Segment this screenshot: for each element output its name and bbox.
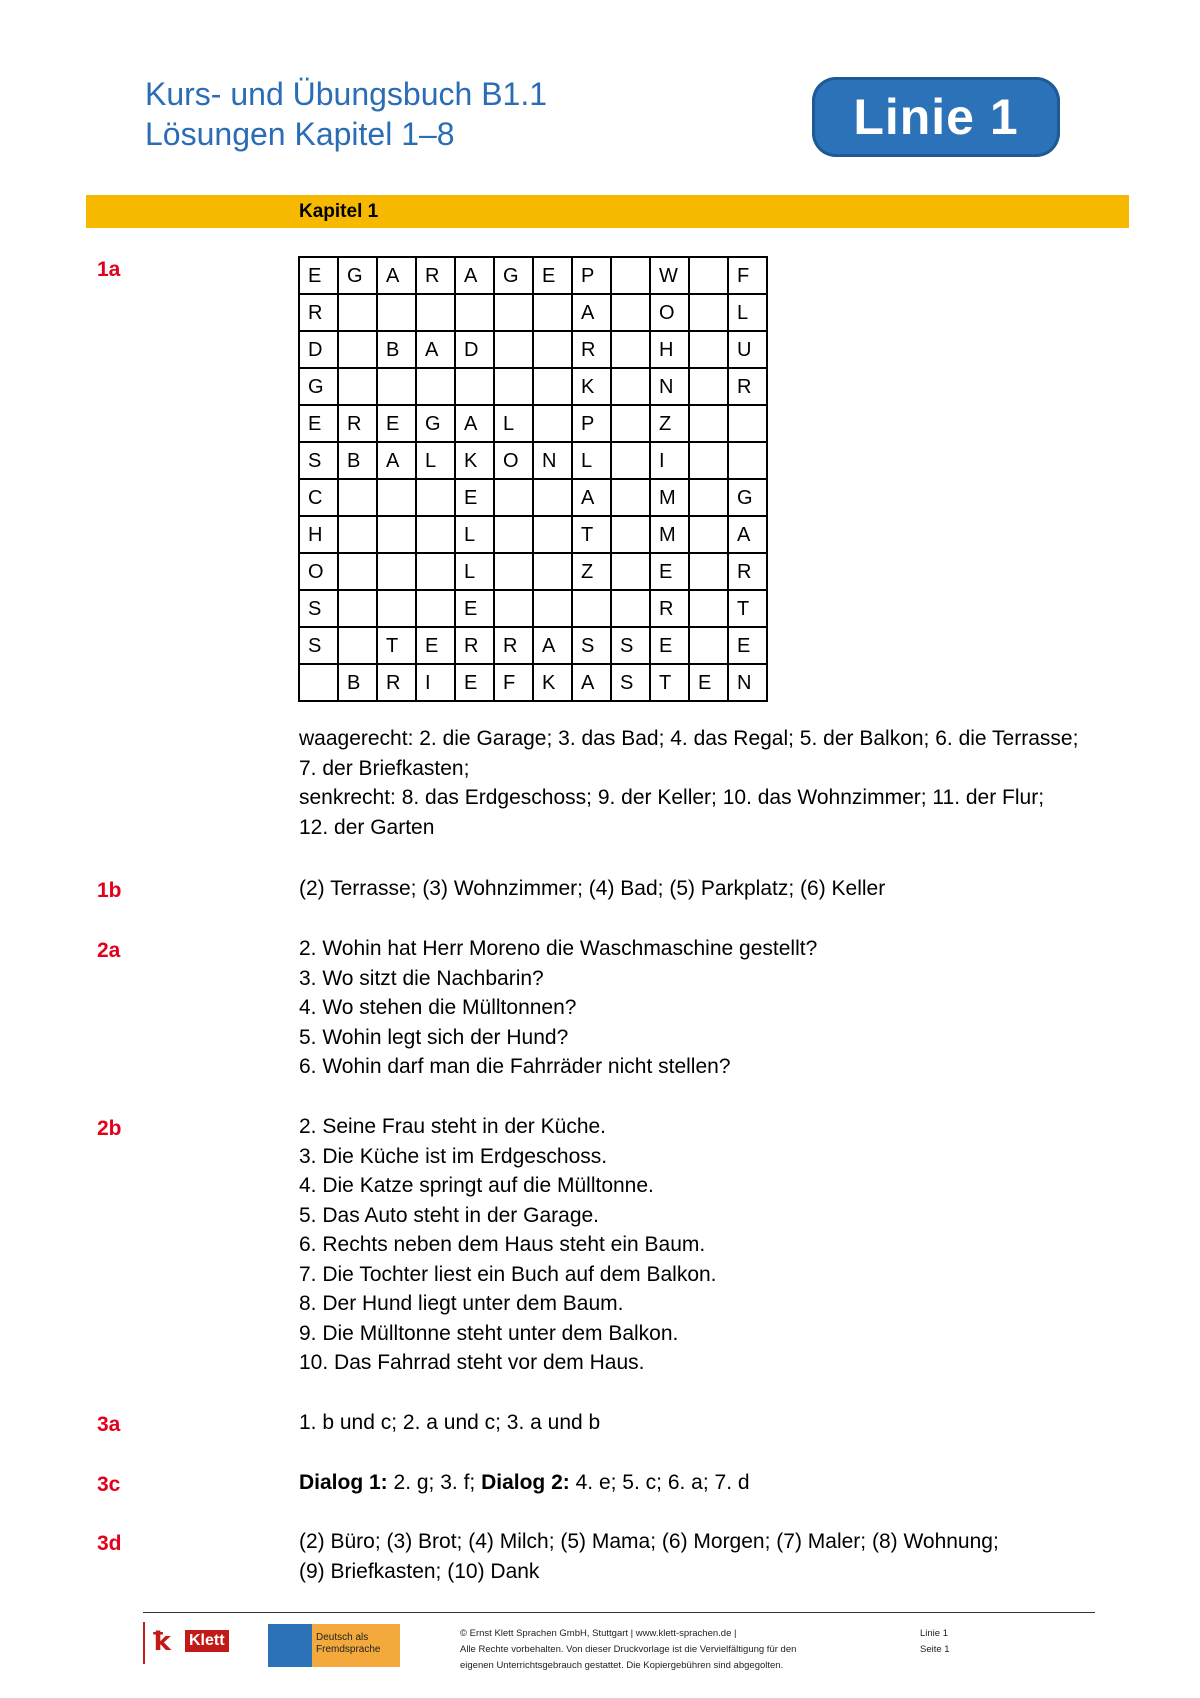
grid-cell: A — [728, 516, 767, 553]
grid-cell: E — [416, 627, 455, 664]
grid-cell — [611, 479, 650, 516]
grid-cell: N — [728, 664, 767, 701]
grid-cell — [689, 479, 728, 516]
grid-cell — [611, 294, 650, 331]
grid-cell — [416, 516, 455, 553]
grid-cell — [377, 553, 416, 590]
grid-row — [299, 664, 767, 701]
grid-cell: N — [533, 442, 572, 479]
answers-3a — [299, 1408, 1129, 1438]
grid-cell: S — [299, 627, 338, 664]
grid-cell: R — [338, 405, 377, 442]
dialog-1-label: Dialog 1: — [299, 1471, 388, 1494]
grid-cell: L — [455, 553, 494, 590]
grid-cell: F — [494, 664, 533, 701]
klett-logo — [143, 1622, 230, 1664]
grid-cell: E — [299, 405, 338, 442]
grid-cell — [377, 294, 416, 331]
grid-cell: T — [572, 516, 611, 553]
answer-line: 3. Die Küche ist im Erdgeschoss. — [299, 1144, 608, 1168]
label-2a: 2a — [97, 939, 121, 962]
answer-line: 12. der Garten — [299, 815, 435, 839]
answer-line: (2) Büro; (3) Brot; (4) Milch; (5) Mama; (6) Morgen; (7) Maler; (8) Wohnung; — [299, 1530, 999, 1553]
grid-cell: H — [650, 331, 689, 368]
grid-cell — [572, 590, 611, 627]
grid-cell: L — [455, 516, 494, 553]
label-1b: 1b — [97, 879, 122, 902]
document-subtitle: Lösungen Kapitel 1–8 — [145, 116, 455, 152]
grid-row — [299, 294, 767, 331]
grid-cell — [494, 331, 533, 368]
grid-cell: R — [416, 257, 455, 294]
grid-cell: L — [494, 405, 533, 442]
grid-cell: U — [728, 331, 767, 368]
grid-cell: E — [455, 590, 494, 627]
answer-line: 7. der Briefkasten; — [299, 756, 470, 780]
grid-cell: P — [572, 405, 611, 442]
grid-cell: L — [572, 442, 611, 479]
grid-cell — [494, 479, 533, 516]
copyright-line: Alle Rechte vorbehalten. Von dieser Druckvorlage ist die Vervielfältigung für den — [460, 1644, 797, 1655]
grid-cell: L — [416, 442, 455, 479]
grid-cell — [689, 257, 728, 294]
grid-cell — [494, 516, 533, 553]
grid-cell: K — [533, 664, 572, 701]
grid-cell — [338, 516, 377, 553]
grid-cell: E — [650, 553, 689, 590]
grid-cell: O — [494, 442, 533, 479]
grid-cell — [338, 331, 377, 368]
grid-cell: K — [455, 442, 494, 479]
grid-cell: S — [611, 664, 650, 701]
answer-line: 4. Wo stehen die Mülltonnen? — [299, 996, 577, 1019]
grid-cell: Z — [572, 553, 611, 590]
grid-cell: A — [377, 257, 416, 294]
copyright-line: eigenen Unterrichtsgebrauch gestattet. Die Kopiergebühren sind abgegolten. — [460, 1660, 784, 1671]
grid-cell — [728, 405, 767, 442]
label-3c: 3c — [97, 1473, 121, 1496]
grid-cell: R — [650, 590, 689, 627]
grid-cell — [377, 368, 416, 405]
grid-cell: A — [416, 331, 455, 368]
grid-cell: S — [299, 442, 338, 479]
answer-line: 7. Die Tochter liest ein Buch auf dem Balkon. — [299, 1262, 717, 1286]
answer-line: senkrecht: 8. das Erdgeschoss; 9. der Keller; 10. das Wohnzimmer; 11. der Flur; — [299, 786, 1045, 809]
grid-cell: E — [533, 257, 572, 294]
grid-cell — [494, 368, 533, 405]
page-number: Seite 1 — [920, 1644, 950, 1655]
answer-line: waagerecht: 2. die Garage; 3. das Bad; 4. das Regal; 5. der Balkon; 6. die Terrasse; — [299, 727, 1079, 750]
grid-cell: S — [572, 627, 611, 664]
grid-cell — [611, 442, 650, 479]
document-title: Kurs- und Übungsbuch B1.1 — [145, 76, 548, 112]
grid-cell — [533, 331, 572, 368]
answers-1b — [299, 874, 1129, 904]
grid-row — [299, 257, 767, 294]
grid-row — [299, 516, 767, 553]
grid-row — [299, 405, 767, 442]
grid-row — [299, 479, 767, 516]
grid-cell — [611, 553, 650, 590]
answer-line — [299, 1468, 1129, 1498]
grid-cell: N — [650, 368, 689, 405]
grid-cell: G — [728, 479, 767, 516]
grid-cell: A — [455, 257, 494, 294]
klett-symbol-icon: ꝁ — [153, 1626, 171, 1656]
grid-cell — [611, 368, 650, 405]
grid-cell — [611, 516, 650, 553]
answer-line: 9. Die Mülltonne steht unter dem Balkon. — [299, 1321, 679, 1345]
grid-cell: R — [572, 331, 611, 368]
grid-cell: Z — [650, 405, 689, 442]
label-2b: 2b — [97, 1117, 122, 1140]
grid-cell: R — [494, 627, 533, 664]
answers-3d — [299, 1527, 1129, 1586]
grid-cell — [689, 294, 728, 331]
grid-cell: G — [494, 257, 533, 294]
grid-cell — [416, 479, 455, 516]
grid-cell: A — [377, 442, 416, 479]
grid-cell: R — [299, 294, 338, 331]
grid-row — [299, 331, 767, 368]
grid-cell: R — [377, 664, 416, 701]
page-info — [920, 1626, 950, 1658]
grid-cell — [689, 590, 728, 627]
answer-line: (2) Terrasse; (3) Wohnzimmer; (4) Bad; (5) Parkplatz; (6) Keller — [299, 877, 886, 900]
grid-cell — [455, 294, 494, 331]
grid-cell — [494, 590, 533, 627]
grid-cell: D — [299, 331, 338, 368]
label-3a: 3a — [97, 1413, 121, 1436]
grid-cell: L — [728, 294, 767, 331]
grid-cell — [533, 294, 572, 331]
grid-cell: E — [728, 627, 767, 664]
answer-line: 2. Wohin hat Herr Moreno die Waschmaschine gestellt? — [299, 937, 818, 960]
grid-cell: A — [572, 664, 611, 701]
grid-cell — [338, 294, 377, 331]
answer-line: 1. b und c; 2. a und c; 3. a und b — [299, 1411, 601, 1434]
grid-cell: E — [455, 479, 494, 516]
grid-cell: E — [689, 664, 728, 701]
answer-line: 3. Wo sitzt die Nachbarin? — [299, 966, 544, 990]
grid-cell: I — [650, 442, 689, 479]
grid-cell — [377, 590, 416, 627]
chapter-bar — [86, 195, 1129, 228]
grid-cell: E — [650, 627, 689, 664]
grid-cell: A — [533, 627, 572, 664]
dialog-2-label: Dialog 2: — [481, 1471, 570, 1494]
daf-logo — [268, 1624, 400, 1667]
grid-cell — [533, 368, 572, 405]
grid-cell — [416, 368, 455, 405]
grid-cell: R — [728, 553, 767, 590]
grid-cell: G — [299, 368, 338, 405]
grid-cell: I — [416, 664, 455, 701]
grid-cell — [494, 294, 533, 331]
grid-cell: D — [455, 331, 494, 368]
daf-logo-square — [268, 1624, 312, 1667]
grid-cell — [533, 590, 572, 627]
grid-cell: C — [299, 479, 338, 516]
grid-row — [299, 368, 767, 405]
grid-cell — [377, 479, 416, 516]
grid-cell: B — [338, 664, 377, 701]
grid-cell: R — [455, 627, 494, 664]
grid-cell — [689, 331, 728, 368]
daf-logo-text: Deutsch als Fremdsprache — [312, 1624, 400, 1667]
grid-cell — [611, 257, 650, 294]
grid-cell: A — [572, 294, 611, 331]
grid-cell: W — [650, 257, 689, 294]
grid-cell: A — [455, 405, 494, 442]
grid-cell — [338, 627, 377, 664]
grid-cell — [338, 590, 377, 627]
grid-cell — [416, 590, 455, 627]
grid-cell: G — [416, 405, 455, 442]
klett-wordmark: Klett — [185, 1630, 229, 1652]
grid-cell: S — [299, 590, 338, 627]
grid-cell: P — [572, 257, 611, 294]
grid-cell — [689, 627, 728, 664]
answer-line: 8. Der Hund liegt unter dem Baum. — [299, 1292, 624, 1315]
grid-cell — [494, 553, 533, 590]
label-3d: 3d — [97, 1532, 122, 1555]
grid-cell: M — [650, 516, 689, 553]
grid-cell — [689, 516, 728, 553]
grid-cell — [377, 516, 416, 553]
grid-cell — [455, 368, 494, 405]
grid-cell: K — [572, 368, 611, 405]
grid-cell: R — [728, 368, 767, 405]
grid-cell — [338, 368, 377, 405]
grid-cell: T — [650, 664, 689, 701]
copyright-line: © Ernst Klett Sprachen GmbH, Stuttgart | www.klett-sprachen.de | — [460, 1628, 737, 1639]
answer-line: 2. Seine Frau steht in der Küche. — [299, 1115, 607, 1138]
grid-cell: S — [611, 627, 650, 664]
answer-line: 4. Die Katze springt auf die Mülltonne. — [299, 1174, 654, 1197]
grid-cell: O — [299, 553, 338, 590]
answers-3c — [299, 1468, 1129, 1498]
grid-cell: F — [728, 257, 767, 294]
grid-cell — [533, 479, 572, 516]
grid-row — [299, 627, 767, 664]
grid-cell — [533, 405, 572, 442]
linie-1-logo: Linie 1 — [812, 77, 1060, 157]
grid-cell — [533, 553, 572, 590]
grid-cell — [416, 553, 455, 590]
grid-row — [299, 590, 767, 627]
answers-2b — [299, 1112, 1129, 1378]
grid-cell — [689, 553, 728, 590]
grid-cell — [611, 331, 650, 368]
grid-cell — [689, 442, 728, 479]
answers-1a — [299, 724, 1129, 842]
footer-divider — [143, 1612, 1095, 1613]
grid-cell: T — [728, 590, 767, 627]
grid-cell: B — [338, 442, 377, 479]
grid-row — [299, 553, 767, 590]
copyright-notice — [460, 1626, 796, 1674]
answer-line: 6. Wohin darf man die Fahrräder nicht stellen? — [299, 1055, 731, 1078]
grid-cell: B — [377, 331, 416, 368]
label-1a: 1a — [97, 258, 121, 281]
answer-line: 10. Das Fahrrad steht vor dem Haus. — [299, 1351, 645, 1374]
answer-line: (9) Briefkasten; (10) Dank — [299, 1559, 540, 1583]
answer-line: 5. Wohin legt sich der Hund? — [299, 1025, 569, 1049]
grid-cell: H — [299, 516, 338, 553]
answers-2a — [299, 934, 1129, 1082]
grid-cell — [689, 405, 728, 442]
grid-cell — [611, 590, 650, 627]
chapter-title: Kapitel 1 — [299, 201, 379, 222]
grid-cell — [416, 294, 455, 331]
grid-cell: E — [377, 405, 416, 442]
dialog-1-answers: 2. g; 3. f; — [387, 1471, 482, 1494]
series-name: Linie 1 — [920, 1628, 948, 1639]
grid-cell — [299, 664, 338, 701]
grid-cell — [338, 553, 377, 590]
grid-cell: T — [377, 627, 416, 664]
grid-cell: M — [650, 479, 689, 516]
grid-cell: O — [650, 294, 689, 331]
grid-cell: G — [338, 257, 377, 294]
grid-cell — [728, 442, 767, 479]
crossword-grid — [298, 256, 768, 702]
grid-cell — [689, 368, 728, 405]
answer-line: 5. Das Auto steht in der Garage. — [299, 1203, 600, 1227]
grid-cell — [338, 479, 377, 516]
dialog-2-answers: 4. e; 5. c; 6. a; 7. d — [569, 1471, 750, 1494]
grid-cell: A — [572, 479, 611, 516]
grid-cell — [611, 405, 650, 442]
grid-cell: E — [455, 664, 494, 701]
grid-row — [299, 442, 767, 479]
answer-line: 6. Rechts neben dem Haus steht ein Baum. — [299, 1233, 706, 1256]
grid-cell: E — [299, 257, 338, 294]
grid-cell — [533, 516, 572, 553]
